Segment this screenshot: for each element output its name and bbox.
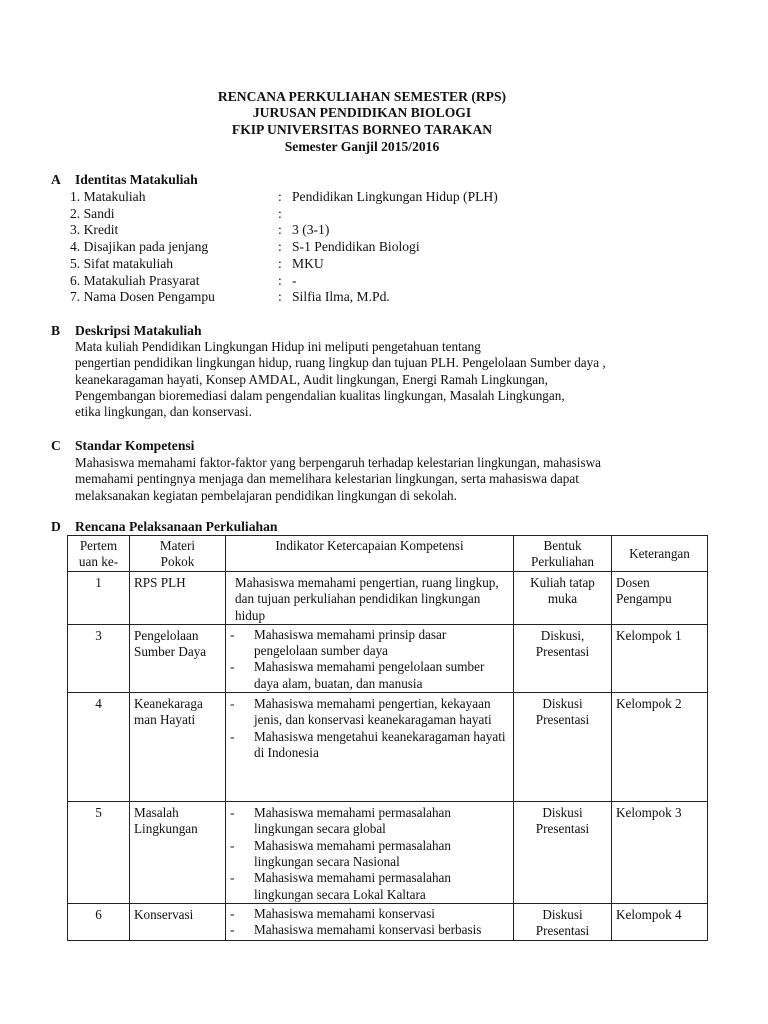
section-letter: B [51,323,61,338]
section-title: Deskripsi Matakuliah [75,323,202,338]
identity-label: 6. Matakuliah Prasyarat [70,273,200,288]
identity-colon: : [278,256,282,271]
section-title: Identitas Matakuliah [75,172,198,187]
cell-topic: Pengelolaan Sumber Daya [130,624,226,692]
section-d-heading [51,519,277,535]
section-b-heading [51,323,202,339]
cell-meeting: 4 [68,693,130,802]
table-row [68,903,708,940]
paragraph-line: Mata kuliah Pendidikan Lingkungan Hidup ini meliputi pengetahuan tentang [75,339,481,354]
table-row [68,802,708,904]
cell-indicator [226,903,514,940]
identity-colon: : [278,273,282,288]
cell-indicator [226,624,514,692]
paragraph-line: pengertian pendidikan lingkungan hidup, ruang lingkup dan tujuan PLH. Pengelolaan Sumber daya , [75,355,606,371]
cell-format: Diskusi Presentasi [514,693,612,802]
cell-indicator: Mahasiswa memahami pengertian, ruang lingkup, dan tujuan perkuliahan pendidikan lingkungan hidup [226,572,514,625]
identity-value: 3 (3-1) [292,222,330,237]
table-row [68,693,708,802]
bullet-item: - Mahasiswa memahami permasalahan lingkungan secara global [230,805,452,837]
cell-topic: RPS PLH [130,572,226,625]
bullet-item: - Mahasiswa memahami prinsip dasar pengelolaan sumber daya [230,626,447,659]
identity-colon: : [278,206,282,221]
cell-note: Kelompok 4 [612,903,708,940]
paragraph-line: memahami pentingnya menjaga dan memelihara kelestarian lingkungan, serta mahasiswa dapat [75,471,579,487]
bullet-item: - Mahasiswa memahami permasalahan lingkungan secara Nasional [230,837,452,869]
cell-note: Kelompok 2 [612,693,708,802]
cell-topic: Masalah Lingkungan [130,802,226,904]
section-letter: D [51,519,61,534]
section-a-heading [51,172,198,188]
col-header-format: Bentuk Perkuliahan [514,536,612,572]
bullet-item: - Mahasiswa memahami pengertian, kekayaan jenis, dan konservasi keanekaragaman hayati [230,696,492,728]
identity-label: 1. Matakuliah [70,189,146,204]
cell-format: Diskusi Presentasi [514,903,612,940]
cell-format: Diskusi Presentasi [514,802,612,904]
identity-colon: : [278,222,282,237]
col-header-note: Keterangan [612,536,708,572]
identity-value: S-1 Pendidikan Biologi [292,239,420,254]
identity-label: 2. Sandi [70,206,115,221]
cell-indicator [226,802,514,904]
table-header-row [68,536,708,572]
identity-value: Pendidikan Lingkungan Hidup (PLH) [292,189,498,204]
cell-format: Diskusi, Presentasi [514,624,612,692]
identity-colon: : [278,189,282,204]
cell-meeting: 1 [68,572,130,625]
bullet-item: - Mahasiswa memahami permasalahan lingkungan secara Lokal Kaltara [230,870,452,902]
col-header-topic: Materi Pokok [130,536,226,572]
section-letter: C [51,438,61,453]
identity-value: Silfia Ilma, M.Pd. [292,289,390,304]
bullet-item: - Mahasiswa memahami pengelolaan sumber daya alam, buatan, dan manusia [230,659,485,691]
paragraph-line: keanekaragaman hayati, Konsep AMDAL, Audit lingkungan, Energi Ramah Lingkungan, [75,371,548,387]
competency-paragraph [75,455,601,504]
paragraph-line: Pengembangan bioremediasi dalam pengendalian kualitas lingkungan, Masalah Lingkungan, [75,387,565,403]
doc-department: JURUSAN PENDIDIKAN BIOLOGI [252,105,472,120]
bullet-item: - Mahasiswa mengetahui keanekaragaman hayati di Indonesia [230,728,506,760]
identity-value: MKU [292,256,324,271]
identity-label: 5. Sifat matakuliah [70,256,174,271]
paragraph-line: melaksanakan kegiatan pembelajaran pendidikan lingkungan di sekolah. [75,487,457,503]
col-header-meeting: Pertem uan ke- [68,536,130,572]
identity-colon: : [278,289,282,304]
section-title: Rencana Pelaksanaan Perkuliahan [75,519,278,534]
col-header-indicator: Indikator Ketercapaian Kompetensi [226,536,514,572]
cell-note: Kelompok 1 [612,624,708,692]
cell-meeting: 5 [68,802,130,904]
paragraph-line: Mahasiswa memahami faktor-faktor yang berpengaruh terhadap kelestarian lingkungan, mahasiswa [75,455,601,470]
cell-topic: Keanekaraga man Hayati [130,693,226,802]
identity-colon: : [278,239,282,254]
lecture-plan-table [67,535,708,941]
identity-label: 4. Disajikan pada jenjang [70,239,209,254]
cell-note: Kelompok 3 [612,802,708,904]
identity-label: 3. Kredit [70,222,119,237]
doc-semester: Semester Ganjil 2015/2016 [284,139,440,154]
cell-meeting: 3 [68,624,130,692]
cell-meeting: 6 [68,903,130,940]
cell-indicator [226,693,514,802]
section-c-heading [51,438,194,454]
description-paragraph [75,339,606,420]
section-letter: A [51,172,61,187]
cell-note: Dosen Pengampu [612,572,708,625]
doc-institution: FKIP UNIVERSITAS BORNEO TARAKAN [231,122,493,137]
bullet-item: - Mahasiswa memahami konservasi berbasis [230,922,482,938]
table-row [68,624,708,692]
section-title: Standar Kompetensi [75,438,195,453]
identity-label: 7. Nama Dosen Pengampu [70,289,215,304]
bullet-item: - Mahasiswa memahami konservasi [230,905,435,921]
table-row [68,572,708,625]
cell-format: Kuliah tatap muka [514,572,612,625]
doc-title: RENCANA PERKULIAHAN SEMESTER (RPS) [217,89,507,104]
paragraph-line: etika lingkungan, dan konservasi. [75,404,252,420]
cell-topic: Konservasi [130,903,226,940]
identity-value: - [292,273,297,288]
